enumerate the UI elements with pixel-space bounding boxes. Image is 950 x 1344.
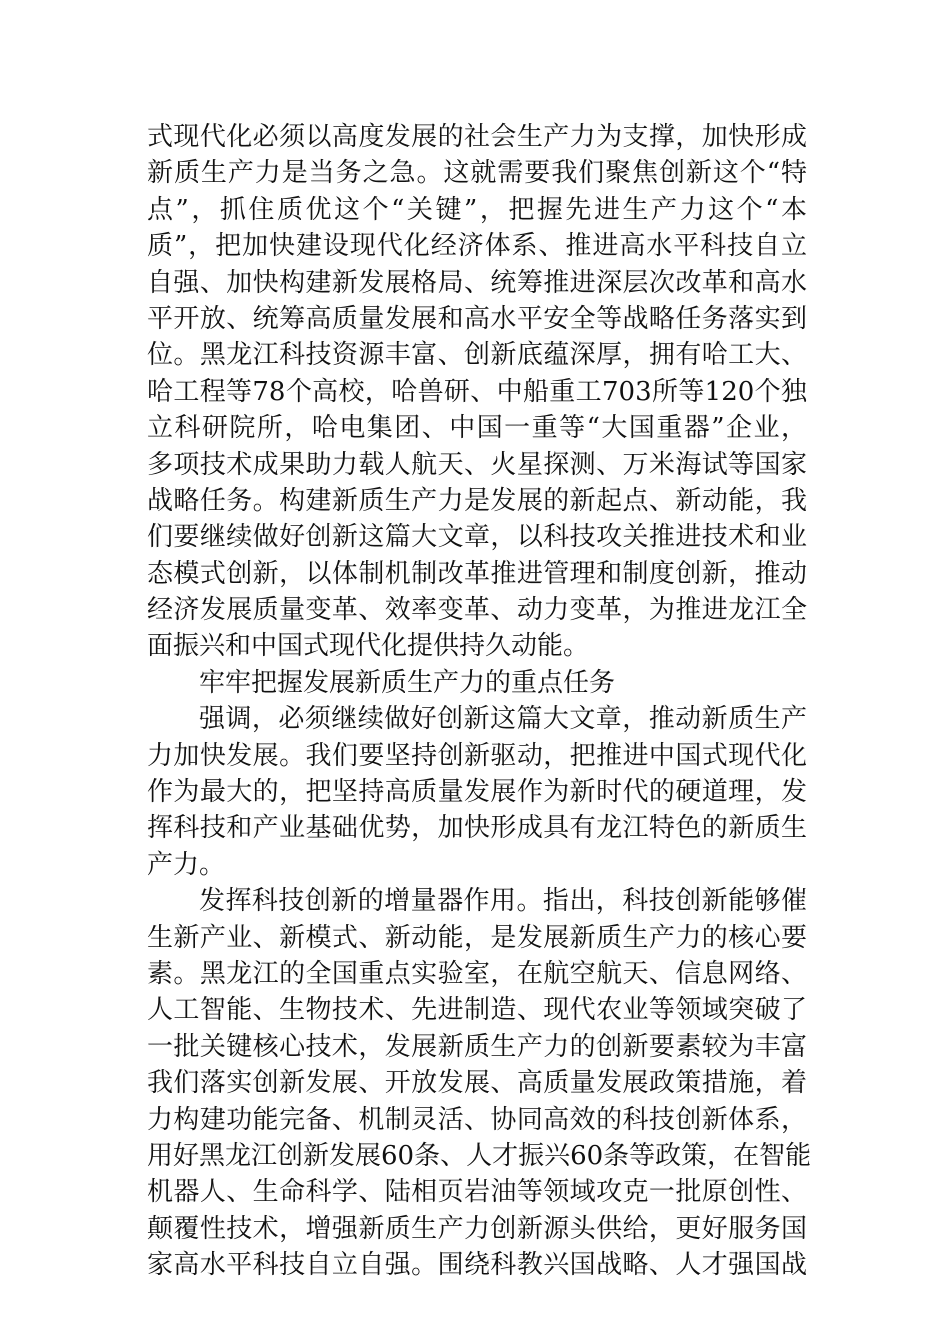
text-line: 面振兴和中国式现代化提供持久动能。 (147, 631, 590, 662)
text-line: 作为最大的，把坚持高质量发展作为新时代的硬道理，发 (147, 777, 807, 808)
text-line: 质”，把加快建设现代化经济体系、推进高水平科技自立 (147, 231, 807, 262)
text-line: 一批关键核心技术，发展新质生产力的创新要素较为丰富 (147, 1031, 807, 1062)
text-line: 哈工程等78个高校，哈兽研、中船重工703所等120个独 (147, 376, 807, 407)
text-line: 经济发展质量变革、效率变革、动力变革，为推进龙江全 (147, 595, 807, 626)
text-line: 发挥科技创新的增量器作用。指出，科技创新能够催 (199, 886, 807, 917)
text-line: 多项技术成果助力载人航天、火星探测、万米海试等国家 (147, 449, 807, 480)
text-line: 立科研院所，哈电集团、中国一重等“大国重器”企业， (147, 413, 807, 444)
body-text (147, 119, 812, 1284)
text-line: 素。黑龙江的全国重点实验室，在航空航天、信息网络、 (147, 958, 807, 989)
text-line: 们要继续做好创新这篇大文章，以科技攻关推进技术和业 (147, 522, 807, 553)
text-line: 新质生产力是当务之急。这就需要我们聚焦创新这个“特 (147, 158, 807, 189)
text-line: 我们落实创新发展、开放发展、高质量发展政策措施，着 (147, 1068, 807, 1099)
text-line: 生新产业、新模式、新动能，是发展新质生产力的核心要 (147, 922, 807, 953)
text-line: 力加快发展。我们要坚持创新驱动，把推进中国式现代化 (147, 740, 807, 771)
text-line: 挥科技和产业基础优势，加快形成具有龙江特色的新质生 (147, 813, 807, 844)
text-line: 用好黑龙江创新发展60条、人才振兴60条等政策，在智能 (147, 1140, 812, 1171)
text-line: 自强、加快构建新发展格局、统筹推进深层次改革和高水 (147, 267, 807, 298)
text-line: 点”，抓住质优这个“关键”，把握先进生产力这个“本 (147, 194, 807, 225)
text-line: 颠覆性技术，增强新质生产力创新源头供给，更好服务国 (147, 1213, 807, 1244)
text-line: 家高水平科技自立自强。围绕科教兴国战略、人才强国战 (147, 1250, 807, 1281)
text-line: 态模式创新，以体制机制改革推进管理和制度创新，推动 (147, 558, 807, 589)
text-line: 产力。 (147, 849, 226, 880)
text-line: 位。黑龙江科技资源丰富、创新底蕴深厚，拥有哈工大、 (147, 340, 807, 371)
text-line: 机器人、生命科学、陆相页岩油等领域攻克一批原创性、 (147, 1177, 807, 1208)
text-line: 力构建功能完备、机制灵活、协同高效的科技创新体系， (147, 1104, 807, 1135)
text-line: 式现代化必须以高度发展的社会生产力为支撑，加快形成 (147, 122, 807, 152)
text-line: 平开放、统筹高质量发展和高水平安全等战略任务落实到 (147, 303, 807, 334)
text-line: 人工智能、生物技术、先进制造、现代农业等领域突破了 (147, 995, 807, 1026)
text-line: 牢牢把握发展新质生产力的重点任务 (199, 667, 616, 698)
text-line: 战略任务。构建新质生产力是发展的新起点、新动能，我 (147, 485, 807, 516)
text-line: 强调，必须继续做好创新这篇大文章，推动新质生产 (199, 704, 807, 735)
